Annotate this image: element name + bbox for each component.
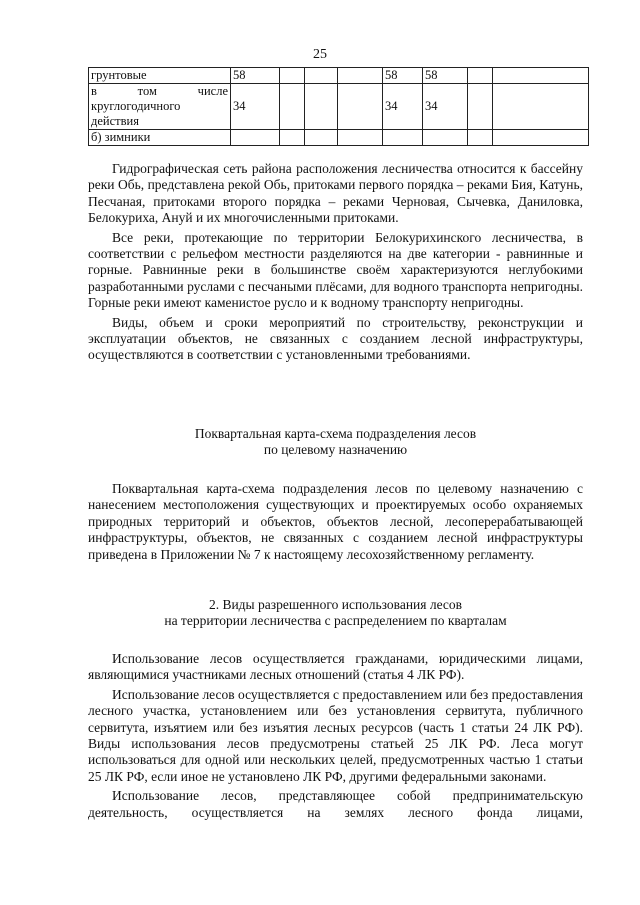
table-cell <box>468 84 493 130</box>
table-cell <box>280 68 305 84</box>
paragraph: Виды, объем и сроки мероприятий по строительству, реконструкции и эксплуатации объектов, не связанных с созданием лесной инфраструктуры, осуществляются в соответствии с установленными требованиями. <box>88 314 583 363</box>
table-cell <box>338 68 383 84</box>
heading-line: 2. Виды разрешенного использования лесов <box>208 597 463 612</box>
table-cell <box>338 130 383 146</box>
table-cell <box>305 130 338 146</box>
section-heading <box>88 597 583 630</box>
table-cell <box>305 68 338 84</box>
table-cell: грунтовые <box>89 68 231 84</box>
table-cell: 58 <box>383 68 423 84</box>
table-cell <box>468 68 493 84</box>
paragraph: Использование лесов, представляющее собой предпринимательскую деятельность, осуществляется на землях лесного фонда лицами, <box>88 788 583 820</box>
table-cell <box>280 84 305 130</box>
table-cell <box>468 130 493 146</box>
table-row <box>89 84 589 130</box>
table-cell <box>280 130 305 146</box>
paragraph: Гидрографическая сеть района расположения лесничества относится к бассейну реки Обь, представлена рекой Обь, притоками первого порядка – реками Бия, Катунь, Песчаная, притоками второго порядка – реками Черновая, Сычевка, Даниловка, Белокуриха, Ануй и их многочисленными притоками. <box>88 161 583 226</box>
cell-line: действия <box>91 114 139 128</box>
table-cell: 58 <box>231 68 280 84</box>
table-cell: 34 <box>423 84 468 130</box>
paragraph: Использование лесов осуществляется с предоставлением или без предоставления лесного участка, установлением или без установления сервитута, публичного сервитута, изъятием или без изъятия лесных ресурсов (часть 1 статьи 24 ЛК РФ). Виды использования лесов предусмотрены статьей 25 ЛК РФ. Леса могут использоваться для одной или нескольких целей, предусмотренных частью 1 статьи 25 ЛК РФ, если иное не установлено ЛК РФ, другими федеральными законами. <box>88 686 583 784</box>
table-cell <box>383 130 423 146</box>
paragraph: Поквартальная карта-схема подразделения лесов по целевому назначению с нанесением местоположения существующих и проектируемых особо охраняемых природных территорий и объектов, объектов лесной, лесоперерабатывающей инфраструктуры, объектов, не связанных с созданием лесной инфраструктуры приведена в Приложении № 7 к настоящему лесохозяйственному регламенту. <box>88 481 583 562</box>
table-row <box>89 130 589 146</box>
table-cell <box>423 130 468 146</box>
table-cell <box>231 130 280 146</box>
table-cell: 34 <box>383 84 423 130</box>
text-block-usage <box>88 651 583 821</box>
table-cell: 34 <box>231 84 280 130</box>
table-cell <box>305 84 338 130</box>
table-cell <box>338 84 383 130</box>
table-cell <box>493 84 589 130</box>
page-number: 25 <box>313 47 327 62</box>
table-cell <box>493 68 589 84</box>
heading-line: Поквартальная карта-схема подразделения лесов <box>194 426 477 441</box>
heading-line: по целевому назначению <box>263 442 408 458</box>
text-block-hydrography <box>88 161 583 364</box>
table-cell <box>89 84 231 130</box>
paragraph: Использование лесов осуществляется гражданами, юридическими лицами, являющимися участниками лесных отношений (статья 4 ЛК РФ). <box>88 651 583 683</box>
heading-line: на территории лесничества с распределением по кварталам <box>164 613 507 629</box>
roads-table <box>88 67 589 146</box>
table-cell <box>493 130 589 146</box>
paragraph: Все реки, протекающие по территории Белокурихинского лесничества, в соответствии с рельефом местности разделяются на две категории - равнинные и горные. Равнинные реки в большинстве своём характеризуются неглубокими разработанными руслами с песчаными плёсами, для водного транспорта непригодны. Горные реки имеют каменистое русло и к водному транспорту непригодны. <box>88 229 583 311</box>
table-cell: б) зимники <box>89 130 231 146</box>
table-row <box>89 68 589 84</box>
cell-line: круглогодичного <box>91 99 181 113</box>
cell-line: в том числе <box>91 84 228 98</box>
table-cell: 58 <box>423 68 468 84</box>
section-heading <box>88 426 583 459</box>
text-block-map <box>88 481 583 563</box>
